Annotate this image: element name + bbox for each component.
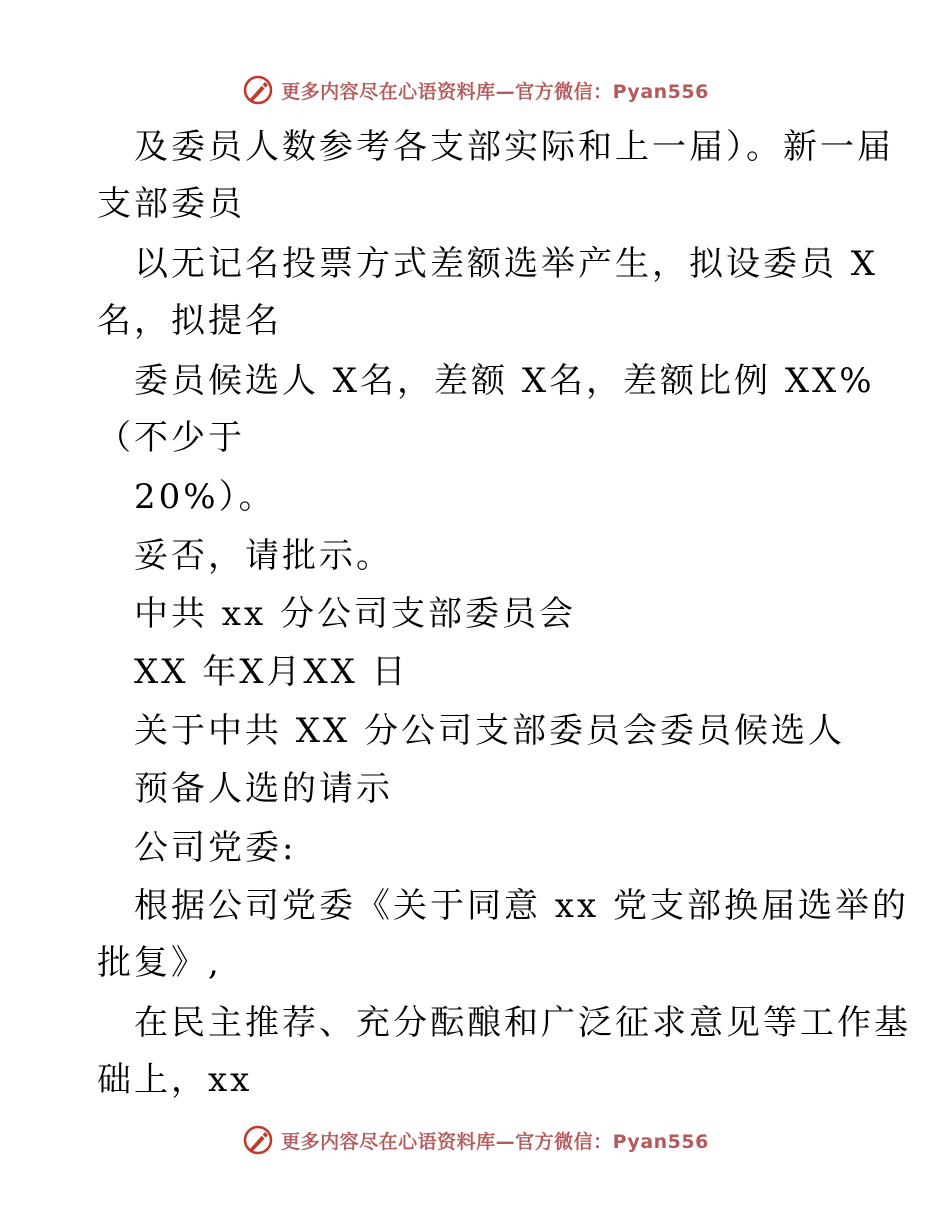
text-line: 20%）。 — [134, 477, 276, 517]
text-line: 支部委员 — [97, 184, 245, 224]
quill-logo-icon — [241, 1123, 275, 1157]
text-line: （不少于 — [97, 418, 245, 458]
text-line: 妥否，请批示。 — [134, 536, 393, 576]
text-line: 委员候选人 X名，差额 X名，差额比例 XX% — [134, 361, 875, 401]
text-line: 中共 xx 分公司支部委员会 — [134, 594, 576, 634]
banner-text: 更多内容尽在心语资料库—官方微信：Pyan556 — [281, 1130, 709, 1153]
text-line: 及委员人数参考各支部实际和上一届）。新一届 — [134, 127, 894, 167]
text-line: 批复》, — [97, 943, 222, 983]
text-line: 础上，xx — [97, 1060, 253, 1100]
text-line: 在民主推荐、充分酝酿和广泛征求意见等工作基 — [134, 1003, 911, 1043]
text-line: 名，拟提名 — [97, 301, 282, 341]
text-line: 根据公司党委《关于同意 xx 党支部换届选举的 — [134, 886, 909, 926]
footer-banner — [0, 1120, 950, 1160]
text-line: XX 年X月XX 日 — [134, 652, 409, 692]
text-line: 以无记名投票方式差额选举产生，拟设委员 X — [134, 244, 879, 284]
heading-line: 关于中共 XX 分公司支部委员会委员候选人 — [134, 711, 846, 751]
salutation-line: 公司党委: — [134, 828, 297, 868]
banner-text: 更多内容尽在心语资料库—官方微信：Pyan556 — [281, 80, 709, 103]
heading-line: 预备人选的请示 — [134, 769, 393, 809]
